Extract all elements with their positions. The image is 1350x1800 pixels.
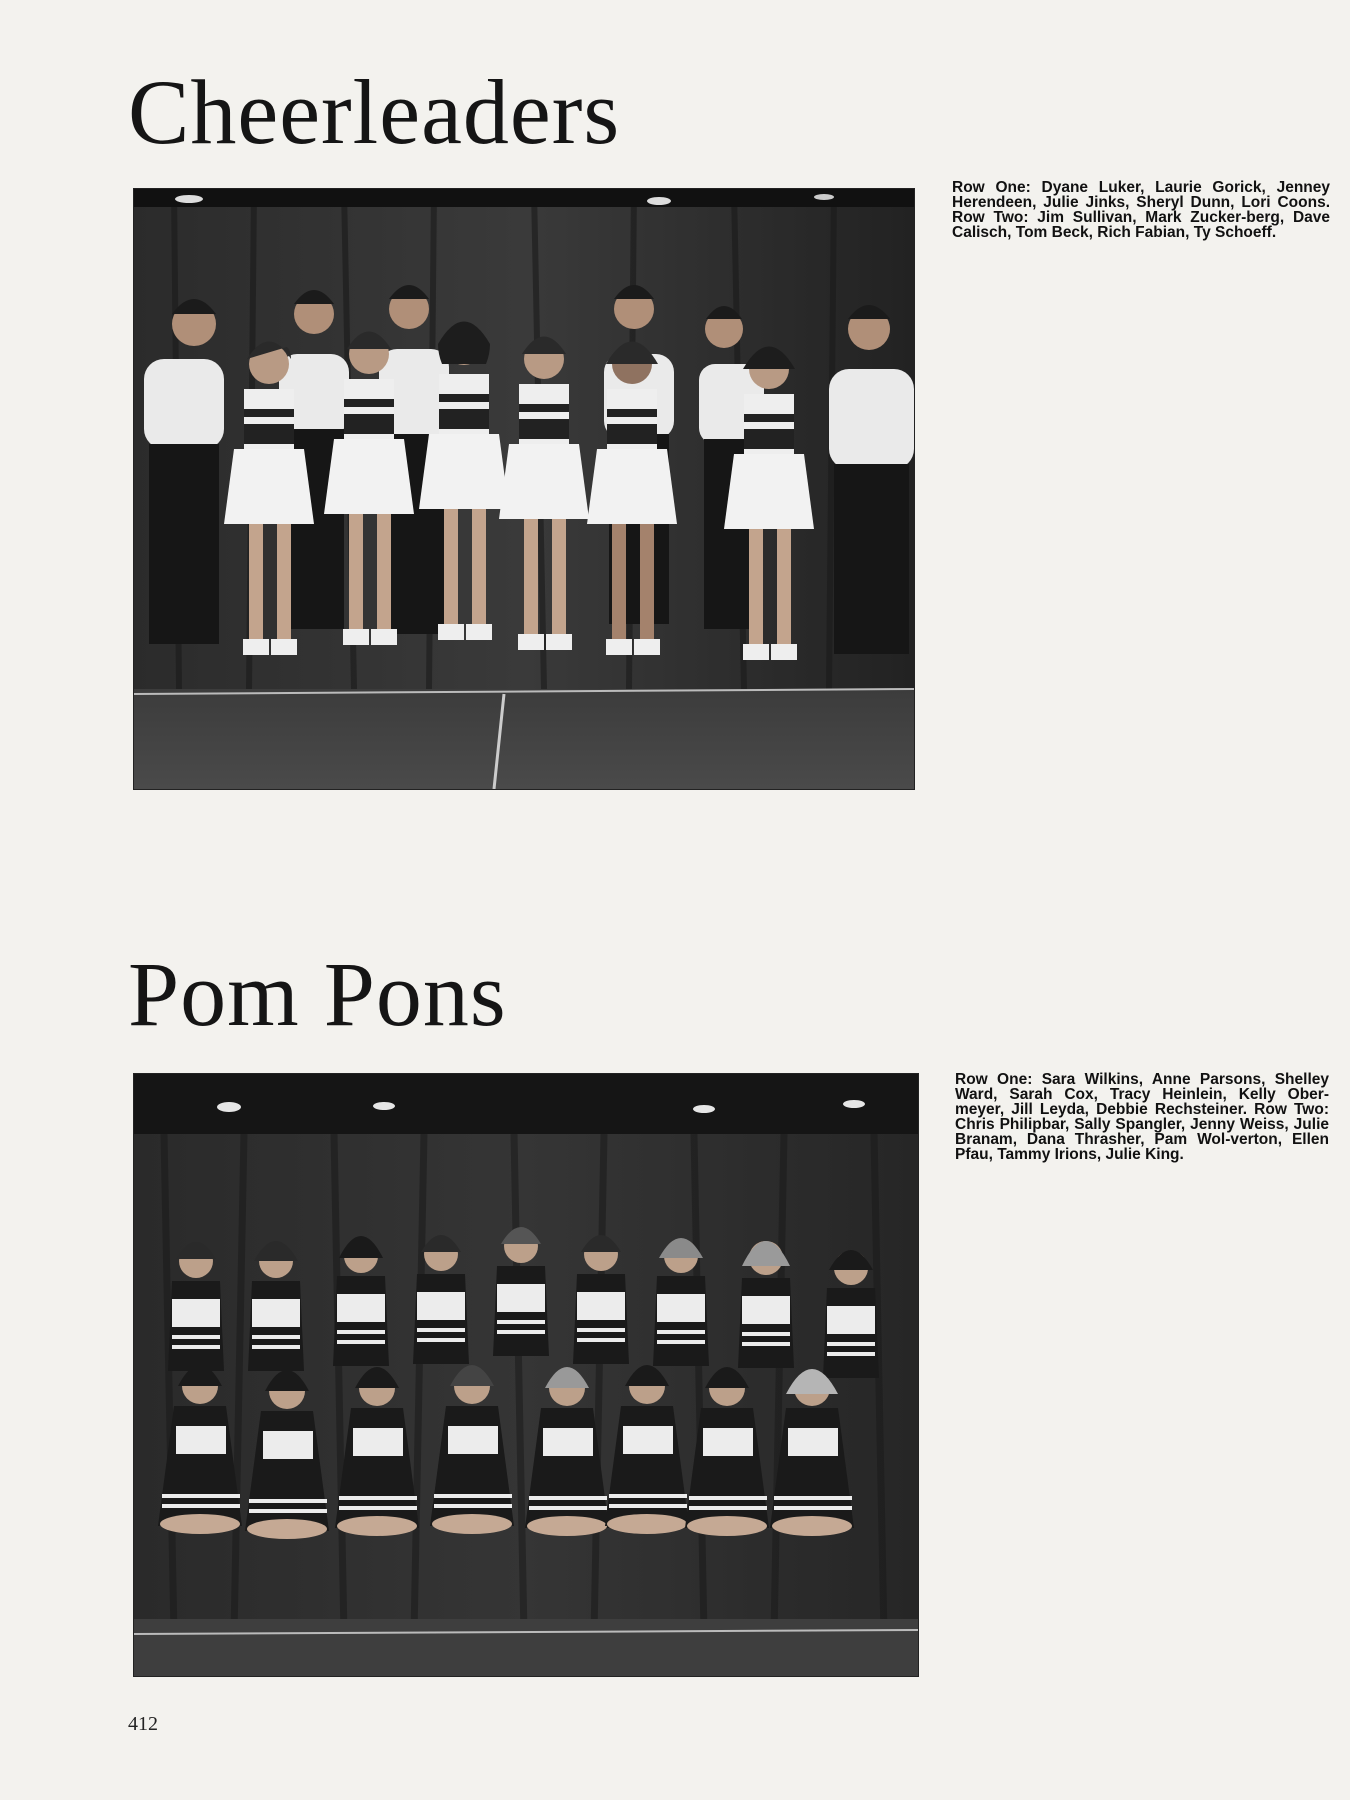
cheerleaders-group-photo — [133, 188, 915, 790]
pom-pons-title: Pom Pons — [128, 943, 507, 1045]
page-number: 412 — [128, 1713, 158, 1735]
pom-pons-caption: Row One: Sara Wilkins, Anne Parsons, Shelley Ward, Sarah Cox, Tracy Heinlein, Kelly Ober-meyer, Jill Leyda, Debbie Rechsteiner. Row Two: Chris Philipbar, Sally Spangler, Jenny Weiss, Julie Branam, Dana Thrasher, Pam Wol-verton, Ellen Pfau, Tammy Irions, Julie King. — [955, 1071, 1329, 1163]
pom-pons-group-photo — [133, 1073, 919, 1677]
cheerleaders-caption: Row One: Dyane Luker, Laurie Gorick, Jenney Herendeen, Julie Jinks, Sheryl Dunn, Lori Coons. Row Two: Jim Sullivan, Mark Zucker-berg, Dave Calisch, Tom Beck, Rich Fabian, Ty Schoeff. — [952, 179, 1330, 241]
cheerleaders-title: Cheerleaders — [128, 61, 621, 163]
